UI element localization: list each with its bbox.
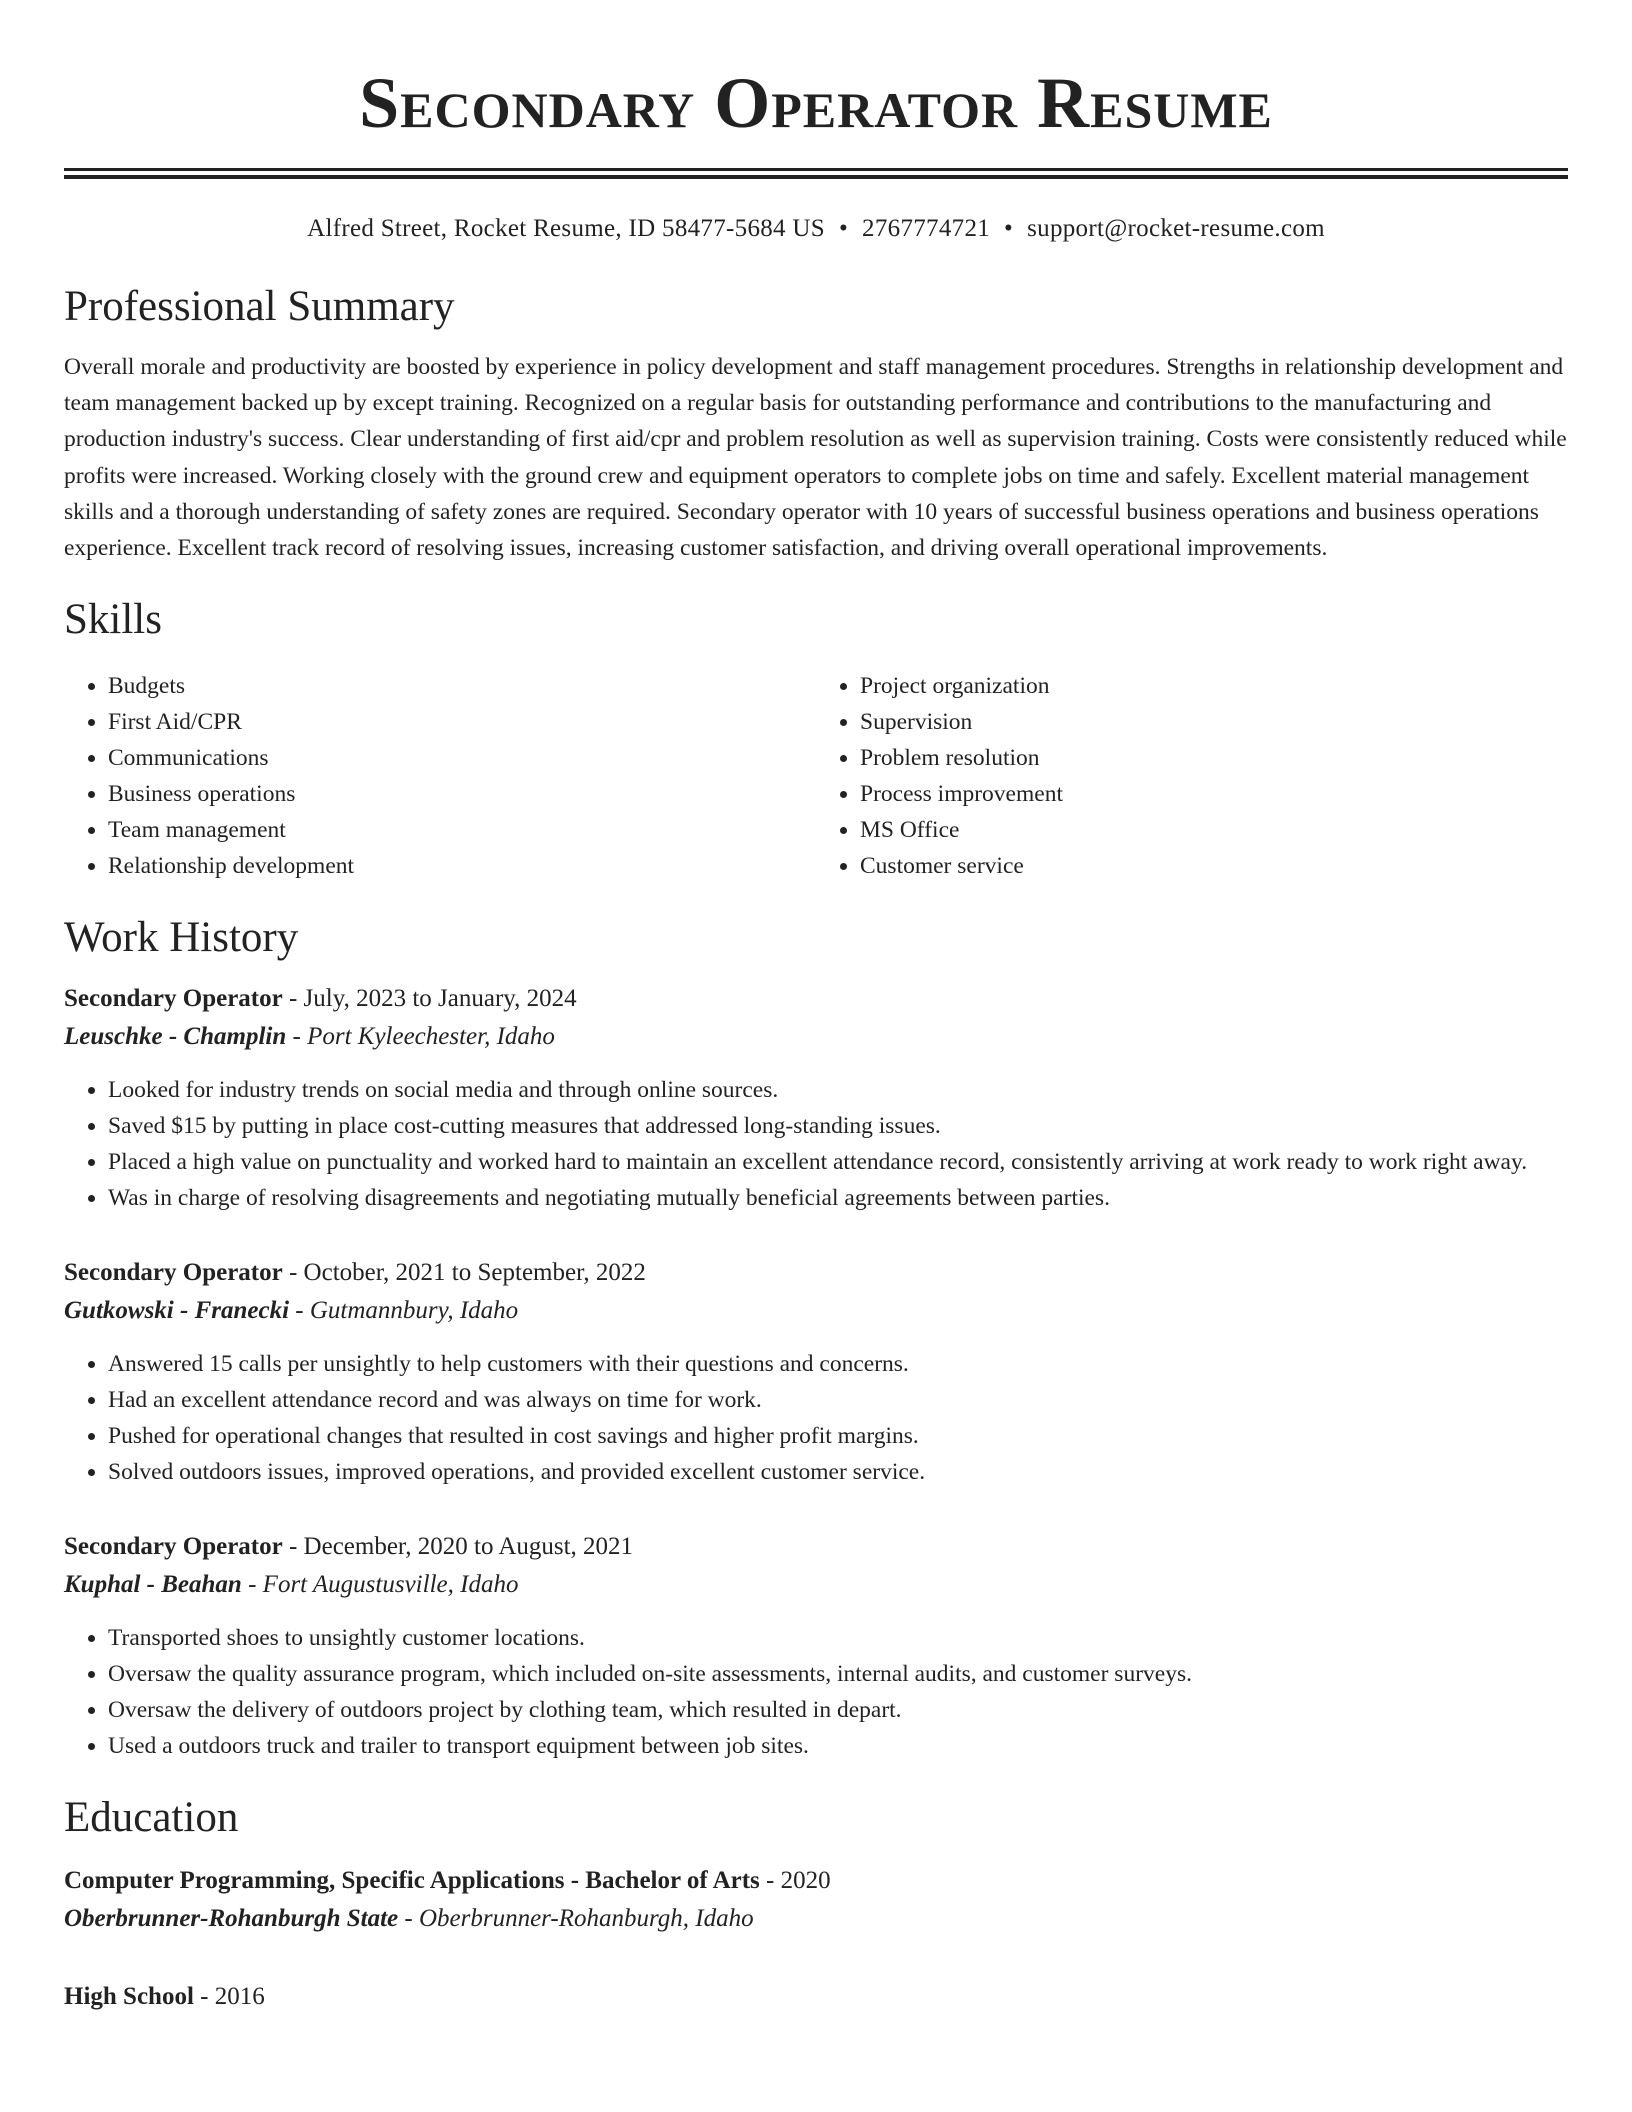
summary-text: Overall morale and productivity are boosted by experience in policy development and staff management procedures. Strengths in relationship development and team management backed up by except training. Recognized on a regular basis for outstanding performance and contributions to the manufacturing and production industry's success. Clear understanding of first aid/cpr and problem resolution as well as supervision training. Costs were consistently reduced while profits were increased. Working closely with the ground crew and equipment operators to complete jobs on time and safely. Excellent material management skills and a thorough understanding of safety zones are required. Secondary operator with 10 years of successful business operations and business operations experience. Excellent track record of resolving issues, increasing customer satisfaction, and driving overall operational improvements. xyxy=(64,354,1567,562)
skill-item: • First Aid/CPR xyxy=(108,704,816,740)
skills-column-right xyxy=(816,668,1568,884)
job-company-line xyxy=(64,1292,1568,1330)
job-bullet: • Used a outdoors truck and trailer to transport equipment between job sites. xyxy=(108,1728,1568,1764)
job-company: Kuphal - Beahan xyxy=(64,1571,242,1599)
education-location: - Oberbrunner-Rohanburgh, Idaho xyxy=(398,1905,754,1933)
job-bullet: • Had an excellent attendance record and was always on time for work. xyxy=(108,1382,1568,1418)
skill-item: • Communications xyxy=(108,740,816,776)
job-bullet: • Transported shoes to unsightly customer locations. xyxy=(108,1620,1568,1656)
job-dates: - December, 2020 to August, 2021 xyxy=(282,1533,634,1561)
education-degree-line xyxy=(64,1978,1568,2016)
job-bullet: • Answered 15 calls per unsightly to help customers with their questions and concerns. xyxy=(108,1346,1568,1382)
skill-item: • Supervision xyxy=(860,704,1568,740)
contact-separator: • xyxy=(838,215,849,242)
job-dates: - October, 2021 to September, 2022 xyxy=(282,1259,646,1287)
job-bullet: • Oversaw the quality assurance program, which included on-site assessments, internal audits, and customer surveys. xyxy=(108,1656,1568,1692)
job-bullet: • Was in charge of resolving disagreements and negotiating mutually beneficial agreements between parties. xyxy=(108,1180,1568,1216)
job-title-line xyxy=(64,1254,1568,1292)
education-school: Oberbrunner-Rohanburgh State xyxy=(64,1905,399,1933)
job-entry xyxy=(64,1254,1568,1490)
job-entry xyxy=(64,1528,1568,1764)
job-company-line xyxy=(64,1566,1568,1604)
job-bullet: • Looked for industry trends on social media and through online sources. xyxy=(108,1072,1568,1108)
education-entry xyxy=(64,1862,1568,1938)
title-divider xyxy=(64,168,1568,179)
skill-item: • Relationship development xyxy=(108,848,816,884)
skill-item: • Project organization xyxy=(860,668,1568,704)
skill-item: • Business operations xyxy=(108,776,816,812)
skill-item: • Problem resolution xyxy=(860,740,1568,776)
job-title: Secondary Operator xyxy=(64,1533,283,1561)
job-entry xyxy=(64,980,1568,1216)
skill-item: • Process improvement xyxy=(860,776,1568,812)
skills-heading: Skills xyxy=(64,596,162,644)
education-heading: Education xyxy=(64,1794,239,1842)
education-degree: High School xyxy=(64,1983,194,2011)
job-title: Secondary Operator xyxy=(64,1259,283,1287)
education-entry xyxy=(64,1978,1568,2016)
job-bullet: • Oversaw the delivery of outdoors project by clothing team, which resulted in depart. xyxy=(108,1692,1568,1728)
education-degree-line xyxy=(64,1862,1568,1900)
skills-column-left xyxy=(64,668,816,884)
skills-list xyxy=(64,668,1568,884)
job-bullets xyxy=(64,1620,1568,1764)
education-year: - 2016 xyxy=(193,1983,265,2011)
summary-heading: Professional Summary xyxy=(64,283,455,330)
contact-email: support@rocket-resume.com xyxy=(1027,215,1325,242)
education-year: - 2020 xyxy=(759,1867,831,1895)
work-history-heading: Work History xyxy=(64,914,299,962)
skill-item: • MS Office xyxy=(860,812,1568,848)
job-location: - Fort Augustusville, Idaho xyxy=(241,1571,519,1599)
job-bullet: • Placed a high value on punctuality and worked hard to maintain an excellent attendance record, consistently arriving at work ready to work right away. xyxy=(108,1144,1568,1180)
job-bullet: • Solved outdoors issues, improved operations, and provided excellent customer service. xyxy=(108,1454,1568,1490)
job-bullets xyxy=(64,1072,1568,1216)
contact-phone: 2767774721 xyxy=(862,215,991,242)
job-company-line xyxy=(64,1018,1568,1056)
job-title: Secondary Operator xyxy=(64,985,283,1013)
job-bullet: • Pushed for operational changes that resulted in cost savings and higher profit margins. xyxy=(108,1418,1568,1454)
job-company: Leuschke - Champlin xyxy=(64,1023,287,1051)
skill-item: • Team management xyxy=(108,812,816,848)
job-company: Gutkowski - Franecki xyxy=(64,1297,290,1325)
page-title: Secondary Operator Resume xyxy=(359,63,1273,143)
job-bullets xyxy=(64,1346,1568,1490)
job-dates: - July, 2023 to January, 2024 xyxy=(282,985,577,1013)
education-school-line xyxy=(64,1900,1568,1938)
job-location: - Port Kyleechester, Idaho xyxy=(286,1023,555,1051)
contact-address: Alfred Street, Rocket Resume, ID 58477-5684 US xyxy=(307,215,825,242)
contact-line xyxy=(64,213,1568,245)
job-bullet: • Saved $15 by putting in place cost-cutting measures that addressed long-standing issues. xyxy=(108,1108,1568,1144)
skill-item: • Customer service xyxy=(860,848,1568,884)
contact-separator: • xyxy=(1004,215,1014,242)
job-location: - Gutmannbury, Idaho xyxy=(289,1297,519,1325)
job-title-line xyxy=(64,980,1568,1018)
education-degree: Computer Programming, Specific Applications - Bachelor of Arts xyxy=(64,1867,760,1895)
job-title-line xyxy=(64,1528,1568,1566)
skill-item: • Budgets xyxy=(108,668,816,704)
